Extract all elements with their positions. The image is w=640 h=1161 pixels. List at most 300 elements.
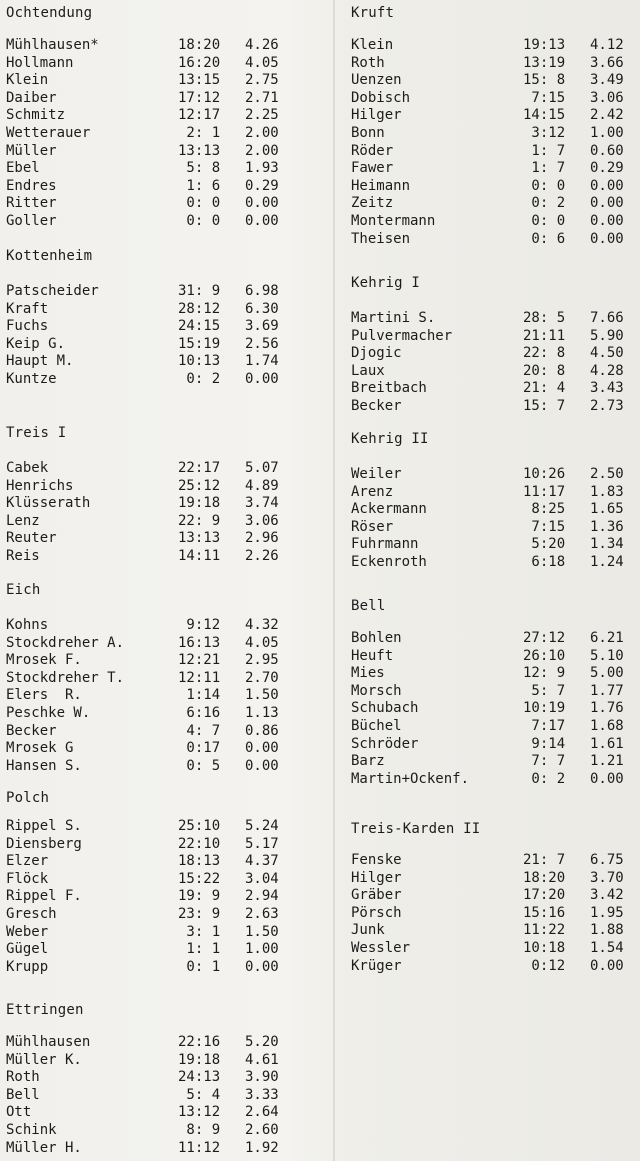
player-row	[351, 363, 640, 381]
player-name: Fuchs	[6, 318, 49, 335]
player-row	[351, 922, 640, 940]
player-row	[6, 283, 324, 301]
player-average: 3.69	[245, 318, 279, 335]
player-score: 0: 6	[523, 230, 566, 247]
player-row	[6, 143, 324, 161]
player-average: 1.54	[590, 939, 624, 956]
player-row	[351, 665, 640, 683]
player-name: Flöck	[6, 870, 49, 887]
player-score: 15:16	[523, 904, 566, 921]
player-score: 5:20	[523, 536, 566, 553]
player-row	[6, 213, 324, 231]
player-average: 2.94	[245, 888, 279, 905]
player-row	[6, 635, 324, 653]
player-average: 0.29	[245, 177, 279, 194]
player-score: 0: 0	[523, 177, 566, 194]
player-score: 7:17	[523, 717, 566, 734]
player-name: Stockdreher T.	[6, 669, 125, 686]
player-average: 1.68	[590, 717, 624, 734]
player-score: 8:25	[523, 501, 566, 518]
player-score: 0: 0	[523, 212, 566, 229]
player-name: Henrichs	[6, 477, 74, 494]
player-average: 1.00	[590, 124, 624, 141]
player-average: 1.34	[590, 536, 624, 553]
player-row	[6, 160, 324, 178]
player-average: 6.21	[590, 630, 624, 646]
player-score: 14:15	[523, 107, 566, 124]
player-row	[6, 906, 324, 924]
player-score: 0: 2	[178, 370, 221, 387]
player-average: 0.00	[245, 195, 279, 212]
player-average: 1.74	[245, 353, 279, 370]
player-score: 1: 6	[178, 177, 221, 194]
player-row	[6, 818, 324, 836]
player-name: Heuft	[351, 647, 394, 664]
player-name: Roth	[6, 1069, 40, 1086]
player-score: 8: 9	[178, 1121, 221, 1138]
player-score: 15: 7	[523, 397, 566, 414]
player-score: 0: 2	[523, 770, 566, 787]
player-row	[351, 700, 640, 718]
player-row	[6, 705, 324, 723]
player-score: 13:15	[178, 72, 221, 89]
player-average: 3.43	[590, 380, 624, 397]
player-score: 1: 7	[523, 160, 566, 177]
player-row	[351, 310, 640, 328]
player-row	[6, 1069, 324, 1087]
player-average: 2.95	[245, 652, 279, 669]
player-row	[351, 940, 640, 958]
player-score: 7: 7	[523, 753, 566, 770]
player-row	[351, 37, 640, 55]
player-average: 1.00	[245, 941, 279, 958]
player-row	[6, 959, 324, 977]
player-name: Kraft	[6, 300, 49, 317]
player-score: 0: 2	[523, 195, 566, 212]
player-row	[6, 1052, 324, 1070]
player-name: Goller	[6, 212, 57, 229]
player-name: Becker	[351, 397, 402, 414]
player-name: Bonn	[351, 124, 385, 141]
player-score: 13:13	[178, 530, 221, 547]
player-row	[351, 536, 640, 554]
player-name: Ackermann	[351, 501, 427, 518]
player-name: Reuter	[6, 530, 57, 547]
player-average: 3.49	[590, 72, 624, 89]
player-score: 15:19	[178, 335, 221, 352]
team-name: Treis I	[6, 425, 67, 441]
player-average: 2.26	[245, 547, 279, 564]
player-row	[6, 1034, 324, 1052]
player-score: 3: 1	[178, 923, 221, 940]
team-name: Kehrig I	[351, 275, 421, 291]
player-score: 5: 4	[178, 1086, 221, 1103]
player-average: 2.70	[245, 669, 279, 686]
player-list	[351, 852, 640, 975]
team-name: Ochtendung	[6, 5, 93, 21]
player-row	[6, 941, 324, 959]
player-average: 6.75	[590, 852, 624, 868]
player-score: 10:26	[523, 466, 566, 482]
player-average: 1.65	[590, 501, 624, 518]
player-score: 13:13	[178, 142, 221, 159]
player-row	[351, 178, 640, 196]
player-name: Djogic	[351, 345, 402, 362]
player-average: 1.93	[245, 160, 279, 177]
player-name: Zeitz	[351, 195, 394, 212]
player-average: 0.00	[245, 740, 279, 757]
player-average: 2.25	[245, 107, 279, 124]
player-row	[6, 478, 324, 496]
player-name: Endres	[6, 177, 57, 194]
player-average: 5.20	[245, 1034, 279, 1050]
player-name: Breitbach	[351, 380, 427, 397]
player-score: 13:19	[523, 54, 566, 71]
player-score: 1:14	[178, 687, 221, 704]
player-name: Morsch	[351, 682, 402, 699]
player-average: 1.83	[590, 483, 624, 500]
player-name: Ritter	[6, 195, 57, 212]
player-name: Junk	[351, 922, 385, 939]
player-average: 0.86	[245, 722, 279, 739]
player-average: 1.88	[590, 922, 624, 939]
player-score: 18:20	[178, 37, 221, 53]
player-average: 1.50	[245, 923, 279, 940]
player-name: Müller	[6, 142, 57, 159]
player-average: 5.00	[590, 665, 624, 682]
player-list	[351, 466, 640, 572]
player-score: 14:11	[178, 547, 221, 564]
player-name: Fenske	[351, 852, 402, 868]
player-score: 11:17	[523, 483, 566, 500]
player-row	[6, 548, 324, 566]
player-name: Stockdreher A.	[6, 634, 125, 651]
player-row	[351, 501, 640, 519]
player-name: Bell	[6, 1086, 40, 1103]
player-row	[351, 870, 640, 888]
player-row	[6, 336, 324, 354]
player-row	[6, 1140, 324, 1158]
player-row	[6, 530, 324, 548]
player-name: Rippel S.	[6, 818, 82, 834]
player-average: 2.96	[245, 530, 279, 547]
player-average: 1.61	[590, 735, 624, 752]
player-row	[351, 55, 640, 73]
player-score: 27:12	[523, 630, 566, 646]
player-name: Montermann	[351, 212, 436, 229]
player-average: 1.21	[590, 753, 624, 770]
player-name: Büchel	[351, 717, 402, 734]
player-score: 20: 8	[523, 362, 566, 379]
player-score: 9:12	[178, 617, 221, 633]
player-row	[351, 380, 640, 398]
player-average: 0.00	[590, 195, 624, 212]
player-score: 17:12	[178, 89, 221, 106]
player-row	[6, 37, 324, 55]
player-score: 16:20	[178, 54, 221, 71]
player-score: 22: 9	[178, 512, 221, 529]
player-average: 4.05	[245, 634, 279, 651]
player-name: Barz	[351, 753, 385, 770]
player-row	[6, 495, 324, 513]
player-score: 24:15	[178, 318, 221, 335]
player-row	[6, 301, 324, 319]
player-row	[6, 460, 324, 478]
player-score: 22: 8	[523, 345, 566, 362]
player-score: 0: 0	[178, 195, 221, 212]
player-score: 28: 5	[523, 310, 566, 326]
player-name: Eckenroth	[351, 553, 427, 570]
player-row	[351, 72, 640, 90]
player-score: 0: 5	[178, 757, 221, 774]
player-score: 4: 7	[178, 722, 221, 739]
player-average: 1.50	[245, 687, 279, 704]
player-score: 1: 7	[523, 142, 566, 159]
player-name: Weiler	[351, 466, 402, 482]
player-row	[351, 554, 640, 572]
player-name: Mrosek G	[6, 740, 74, 757]
player-row	[351, 195, 640, 213]
player-average: 3.06	[590, 89, 624, 106]
player-row	[351, 328, 640, 346]
player-average: 2.73	[590, 397, 624, 414]
player-average: 3.42	[590, 887, 624, 904]
player-name: Schmitz	[6, 107, 66, 124]
player-average: 1.95	[590, 904, 624, 921]
player-name: Krüger	[351, 957, 402, 974]
player-name: Röder	[351, 142, 394, 159]
player-average: 1.13	[245, 704, 279, 721]
player-list	[6, 460, 324, 566]
player-score: 22:10	[178, 835, 221, 852]
player-score: 15:22	[178, 870, 221, 887]
player-score: 28:12	[178, 300, 221, 317]
player-average: 0.29	[590, 160, 624, 177]
player-score: 3:12	[523, 124, 566, 141]
player-name: Elzer	[6, 853, 49, 870]
player-average: 5.07	[245, 460, 279, 476]
player-score: 2: 1	[178, 124, 221, 141]
player-list	[6, 818, 324, 976]
player-row	[6, 687, 324, 705]
player-average: 1.24	[590, 553, 624, 570]
player-score: 19:18	[178, 495, 221, 512]
player-row	[6, 836, 324, 854]
player-name: Martin+Ockenf.	[351, 770, 470, 787]
player-name: Mühlhausen	[6, 1034, 91, 1050]
player-average: 5.17	[245, 835, 279, 852]
player-list	[351, 630, 640, 788]
player-row	[351, 852, 640, 870]
player-name: Mies	[351, 665, 385, 682]
player-row	[6, 178, 324, 196]
player-average: 5.90	[590, 327, 624, 344]
player-name: Peschke W.	[6, 704, 91, 721]
player-average: 2.71	[245, 89, 279, 106]
player-average: 2.00	[245, 142, 279, 159]
player-score: 31: 9	[178, 283, 221, 299]
player-average: 4.12	[590, 37, 624, 53]
player-average: 2.75	[245, 72, 279, 89]
player-score: 15: 8	[523, 72, 566, 89]
player-name: Hilger	[351, 107, 402, 124]
player-row	[351, 771, 640, 789]
player-score: 9:14	[523, 735, 566, 752]
page-fold	[333, 0, 335, 1161]
player-row	[351, 398, 640, 416]
player-average: 3.06	[245, 512, 279, 529]
player-name: Pörsch	[351, 904, 402, 921]
player-row	[351, 630, 640, 648]
player-row	[6, 107, 324, 125]
player-score: 6:16	[178, 704, 221, 721]
player-row	[6, 1104, 324, 1122]
player-average: 0.00	[590, 957, 624, 974]
player-name: Hansen S.	[6, 757, 82, 774]
player-name: Diensberg	[6, 835, 82, 852]
player-average: 4.32	[245, 617, 279, 633]
player-average: 2.60	[245, 1121, 279, 1138]
player-average: 0.00	[590, 770, 624, 787]
player-name: Gügel	[6, 941, 49, 958]
player-name: Dobisch	[351, 89, 411, 106]
player-average: 4.28	[590, 362, 624, 379]
player-score: 1: 1	[178, 941, 221, 958]
player-name: Müller H.	[6, 1139, 82, 1156]
player-average: 4.05	[245, 54, 279, 71]
player-name: Arenz	[351, 483, 394, 500]
player-list	[351, 310, 640, 416]
player-score: 21: 4	[523, 380, 566, 397]
player-row	[6, 670, 324, 688]
player-row	[6, 617, 324, 635]
player-row	[351, 125, 640, 143]
player-row	[6, 371, 324, 389]
player-average: 4.61	[245, 1051, 279, 1068]
player-average: 3.66	[590, 54, 624, 71]
player-score: 19: 9	[178, 888, 221, 905]
player-average: 0.00	[245, 212, 279, 229]
player-average: 6.30	[245, 300, 279, 317]
player-name: Gresch	[6, 905, 57, 922]
player-name: Cabek	[6, 460, 49, 476]
player-row	[6, 888, 324, 906]
player-score: 10:18	[523, 939, 566, 956]
player-row	[6, 125, 324, 143]
player-row	[6, 513, 324, 531]
player-row	[6, 72, 324, 90]
team-name: Kruft	[351, 5, 395, 21]
player-name: Patscheider	[6, 283, 99, 299]
player-name: Pulvermacher	[351, 327, 453, 344]
player-row	[351, 683, 640, 701]
player-average: 2.00	[245, 124, 279, 141]
player-average: 0.00	[590, 177, 624, 194]
player-name: Mrosek F.	[6, 652, 82, 669]
player-name: Schubach	[351, 700, 419, 717]
player-row	[351, 90, 640, 108]
player-score: 19:18	[178, 1051, 221, 1068]
player-list	[351, 37, 640, 248]
player-average: 3.90	[245, 1069, 279, 1086]
player-name: Roth	[351, 54, 385, 71]
player-average: 0.00	[245, 958, 279, 975]
player-name: Wessler	[351, 939, 411, 956]
player-name: Becker	[6, 722, 57, 739]
player-row	[6, 353, 324, 371]
player-average: 0.60	[590, 142, 624, 159]
player-row	[351, 958, 640, 976]
player-score: 5: 7	[523, 682, 566, 699]
player-score: 11:12	[178, 1139, 221, 1156]
player-name: Kuntze	[6, 370, 57, 387]
player-score: 12:17	[178, 107, 221, 124]
player-average: 4.89	[245, 477, 279, 494]
player-row	[351, 345, 640, 363]
player-name: Lenz	[6, 512, 40, 529]
team-name: Eich	[6, 582, 41, 598]
team-name: Kehrig II	[351, 431, 429, 447]
player-row	[6, 90, 324, 108]
player-score: 21:11	[523, 327, 566, 344]
player-row	[351, 648, 640, 666]
player-name: Keip G.	[6, 335, 66, 352]
player-row	[351, 887, 640, 905]
player-row	[6, 1122, 324, 1140]
player-score: 19:13	[523, 37, 566, 53]
player-row	[351, 905, 640, 923]
player-name: Fuhrmann	[351, 536, 419, 553]
player-average: 2.56	[245, 335, 279, 352]
player-name: Schröder	[351, 735, 419, 752]
player-row	[351, 736, 640, 754]
player-name: Bohlen	[351, 630, 402, 646]
player-row	[351, 213, 640, 231]
player-row	[6, 924, 324, 942]
player-row	[351, 231, 640, 249]
player-score: 23: 9	[178, 905, 221, 922]
player-name: Martini S.	[351, 310, 436, 326]
player-name: Haupt M.	[6, 353, 74, 370]
player-row	[6, 740, 324, 758]
player-name: Hilger	[351, 869, 402, 886]
player-average: 3.04	[245, 870, 279, 887]
player-score: 11:22	[523, 922, 566, 939]
player-name: Laux	[351, 362, 385, 379]
player-score: 5: 8	[178, 160, 221, 177]
player-name: Elers R.	[6, 687, 82, 704]
player-average: 4.50	[590, 345, 624, 362]
player-name: Röser	[351, 518, 394, 535]
player-average: 0.00	[590, 212, 624, 229]
player-name: Wetterauer	[6, 124, 91, 141]
player-row	[6, 723, 324, 741]
player-row	[6, 195, 324, 213]
player-score: 26:10	[523, 647, 566, 664]
player-name: Mühlhausen*	[6, 37, 99, 53]
player-row	[351, 143, 640, 161]
player-name: Kohns	[6, 617, 49, 633]
player-score: 25:10	[178, 818, 221, 834]
player-average: 3.74	[245, 495, 279, 512]
player-score: 6:18	[523, 553, 566, 570]
team-name: Polch	[6, 790, 50, 806]
team-name: Kottenheim	[6, 248, 93, 264]
player-name: Klein	[351, 37, 394, 53]
player-score: 7:15	[523, 89, 566, 106]
player-name: Krupp	[6, 958, 49, 975]
player-score: 0: 0	[178, 212, 221, 229]
